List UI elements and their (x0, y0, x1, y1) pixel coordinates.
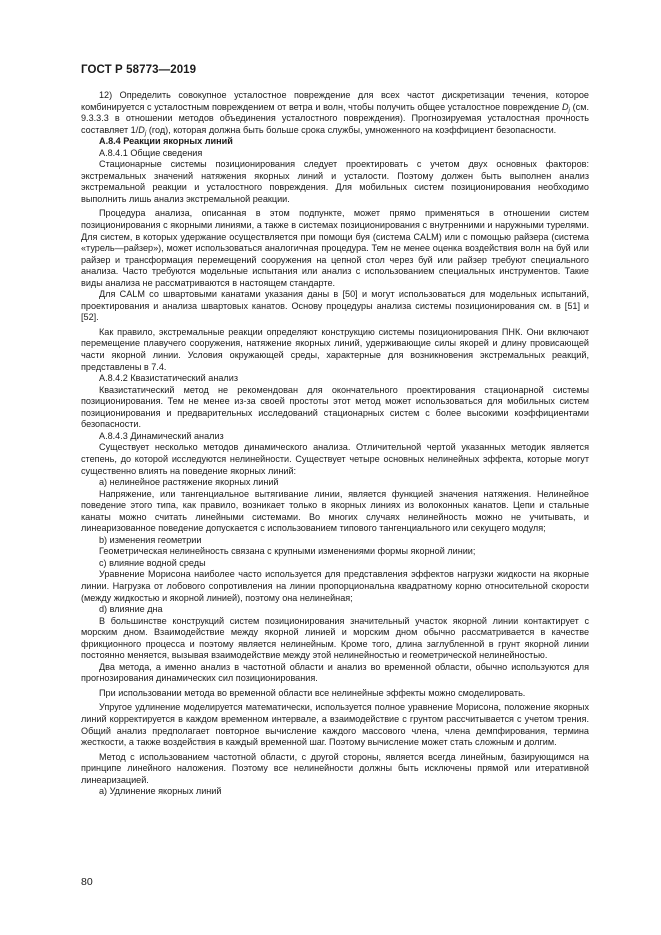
paragraph: Существует несколько методов динамического анализа. Отличительной чертой указанных методик является степень, до которой исследуются нелинейности. Существует четыре основных нелинейных эффекта, которые могут существенно влиять на поведение якорных линий: (81, 442, 589, 476)
paragraph: Метод с использованием частотной области, с другой стороны, является всегда линейным, базирующимся на принципе линейного наложения. Поэтому все нелинейности должны быть исключены прямой или итеративной линеаризацией. (81, 751, 589, 785)
paragraph: Напряжение, или тангенциальное вытягивание линии, является функцией значения натяжения. Нелинейное поведение этого типа, как правило, возникает только в якорных линиях из волоконных канатов. Цепи и стальные канаты можно считать линейными системами. Во многих случаях нелинейность можно не учитывать, и линеаризованное поведение допускается с использованием типового тангенциального или секущего модуля; (81, 488, 589, 534)
subsection-heading-a842: А.8.4.2 Квазистатический анализ (99, 373, 238, 384)
paragraph: Два метода, а именно анализ в частотной области и анализ во временной области, обычно используются для прогнозирования динамических сил позиционирования. (81, 661, 589, 684)
paragraph: Для CALM со швартовыми канатами указания даны в [50] и могут использоваться для модельных испытаний, проектирования и анализа швартовых канатов. Основу процедуры анализа системы позиционирования см. в [51] и [52]. (81, 289, 590, 323)
paragraph: Квазистатический метод не рекомендован для окончательного проектирования стационарной системы позиционирования. Тем не менее из-за своей простоты этот метод может использоваться для мобильных систем позиционирования и предварительных исследований стационарных систем с более высокими коэффициентами безопасности. (81, 384, 589, 430)
list-item-a-extension: а) Удлинение якорных линий (99, 786, 222, 797)
page-number: 80 (81, 876, 93, 888)
paragraph: В большинстве конструкций систем позиционирования значительный участок якорной линии контактирует с морским дном. Взаимодействие между якорной линией и морским дном обычно рассматривается в качестве фрикционного процесса и поэтому является нелинейным. Кроме того, длина заглубленной в грунт якорной линии постоянно меняется, вызывая взаимодействие между этой нелинейностью и геометрической нелинейностью. (81, 615, 589, 661)
paragraph-step-12: 12) Определить совокупное усталостное повреждение для всех частот дискретизации течения, которое комбинируется с усталостным повреждением от ветра и волн, чтобы получить общее усталостное повреждение $D_j$ (см. 9.3.3.3 в отношении методов объединения усталостного повреждения). Прогнозируемая усталостная прочность составляет $1/D_j$ (год), которая должна быть больше срока службы, умноженного на коэффициент безопасности. (81, 90, 590, 137)
list-item-d: d) влияние дна (99, 604, 163, 615)
document-body (81, 90, 589, 798)
list-item-b: b) изменения геометрии (99, 534, 202, 545)
paragraph: Процедура анализа, описанная в этом подпункте, может прямо применяться в отношении систем позиционирования с якорными линиями, а также в системах позиционирования с внутренними и наружными турелями. Для систем, в которых удержание осуществляется при помощи буя (система CALM) или с помощью райзера (система «турель—райзер»), может использоваться аналогичная процедура. Тем не менее оценка воздействия волн на буй или райзер и трансформация перемещений сооружения на цепной стол через буй или райзер требуют специального анализа. Часто требуются модельные испытания или анализ с использованием специальных инструментов. Такие виды анализа не рассматриваются в настоящем стандарте. (81, 208, 589, 288)
standard-header: ГОСТ Р 58773—2019 (81, 64, 197, 76)
paragraph: Как правило, экстремальные реакции определяют конструкцию системы позиционирования ПНК. Они включают перемещение плавучего сооружения, натяжение якорных линий, удерживающие силы якорей и длину провисающей части якорной линии. Условия окружающей среды, характерные для возникновения экстремальных реакций, представлены в 7.4. (81, 326, 589, 372)
paragraph: При использовании метода во временной области все нелинейные эффекты можно смоделировать. (99, 687, 526, 698)
paragraph: Геометрическая нелинейность связана с крупными изменениями формы якорной линии; (99, 546, 476, 557)
list-item-a: а) нелинейное растяжение якорных линий (99, 477, 279, 488)
list-item-c: с) влияние водной среды (99, 557, 206, 568)
paragraph: Стационарные системы позиционирования следует проектировать с учетом двух основных факторов: экстремальных значений натяжения якорных линий и усталости. Поэтому должен быть выполнен анализ экстремальной реакции и усталостного повреждения. Для мобильных систем позиционирования необходимо выполнить лишь анализ экстремальной реакции. (81, 159, 589, 204)
section-heading-a84: А.8.4 Реакции якорных линий (99, 136, 233, 147)
subsection-heading-a841: А.8.4.1 Общие сведения (99, 147, 203, 158)
paragraph: Упругое удлинение моделируется математически, используется полное уравнение Морисона, положение якорных линий корректируется в каждом временном интервале, а взаимодействие с грунтом рассчитывается с учетом трения. Общий анализ предполагает повторное вычисление каждого массового члена, члена демпфирования, термина жесткости, а также воздействия в каждый временной шаг. Поэтому вычисление может стать сложным и долгим. (81, 702, 589, 748)
paragraph: Уравнение Морисона наиболее часто используется для представления эффектов нагрузки жидкости на якорные линии. Нагрузка от лобового сопротивления на линии пропорциональна квадратному корню относительной скорости (между жидкостью и якорной линией), поэтому она нелинейная; (81, 569, 589, 603)
subsection-heading-a843: А.8.4.3 Динамический анализ (99, 430, 224, 441)
